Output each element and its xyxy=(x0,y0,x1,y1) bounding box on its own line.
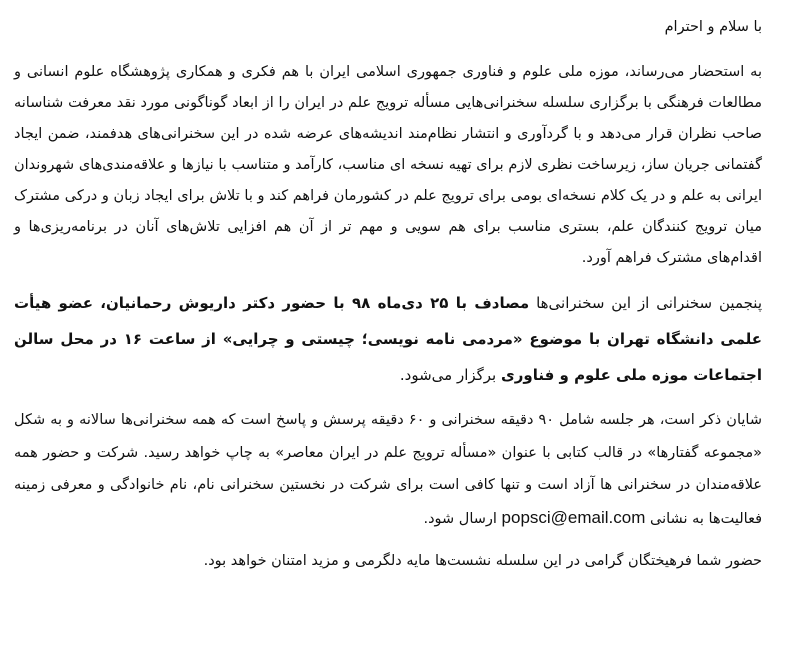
intro-paragraph: به استحضار می‌رساند، موزه ملی علوم و فناوری جمهوری اسلامی ایران با هم فکری و همکاری پژوهشگاه علوم انسانی و مطالعات فرهنگی با برگزاری سلسله سخنرانی‌هایی مسأله ترویج علم در ایران را از ابعاد گوناگونی مورد نقد معرفت شناسانه صاحب نظران قرار می‌دهد و با گردآوری و انتشار نظام‌مند اندیشه‌های عرضه شده در این سخنرانی‌های هدفمند، ضمن ایجاد گفتمانی جریان ساز، زیرساخت نظری لازم برای تهیه نسخه ای مناسب، کارآمد و متناسب با نیازها و علاقه‌مندی‌های شهروندان ایرانی به علم و در یک کلام نسخه‌ای بومی برای ترویج علم در کشورمان فراهم کند و با تلاش برای ایجاد زبان و درکی مشترک میان ترویج کنندگان علم، بستری مناسب برای هم سویی و مهم تر از آن هم افزایی تلاش‌های آنان در برنامه‌ریزی‌ها و اقدام‌های مشترک فراهم آورد. xyxy=(14,64,762,266)
announcement-lead: پنجمین سخنرانی از این سخنرانی‌ها xyxy=(536,294,762,312)
greeting: با سلام و احترام xyxy=(664,19,762,35)
closing-line: حضور شما فرهیختگان گرامی در این سلسله نشست‌ها مایه دلگرمی و مزید امتنان خواهد بود. xyxy=(203,553,762,569)
announcement-tail: برگزار می‌شود. xyxy=(399,366,497,384)
notice-paragraph xyxy=(14,404,762,535)
letter-body xyxy=(14,12,762,577)
announcement-details: مصادف با ۲۵ دی‌ماه ۹۸ با حضور دکتر داریوش رحمانیان، عضو هیأت علمی دانشگاه تهران با موضوع «مردمی نامه نویسی؛ چیستی و چرایی» از ساعت ۱۶ در محل سالن اجتماعات موزه ملی علوم و فناوری xyxy=(14,294,762,384)
notice-text: شایان ذکر است، هر جلسه شامل ۹۰ دقیقه سخنرانی و ۶۰ دقیقه پرسش و پاسخ است که همه سخنرانی‌ها سالانه و به شکل «مجموعه گفتارها» در قالب کتابی با عنوان «مسأله ترویج علم در ایران معاصر» به چاپ خواهد رسید. شرکت و حضور همه علاقه‌مندان در سخنرانی ها آزاد است و تنها کافی است برای شرکت در نخستین سخنرانی نام، نام خانوادگی و معرفی زمینه فعالیت‌ها به نشانی xyxy=(14,412,762,527)
announcement-paragraph xyxy=(14,285,762,393)
notice-tail: ارسال شود. xyxy=(423,510,497,527)
contact-email: popsci@email.com xyxy=(501,507,646,527)
